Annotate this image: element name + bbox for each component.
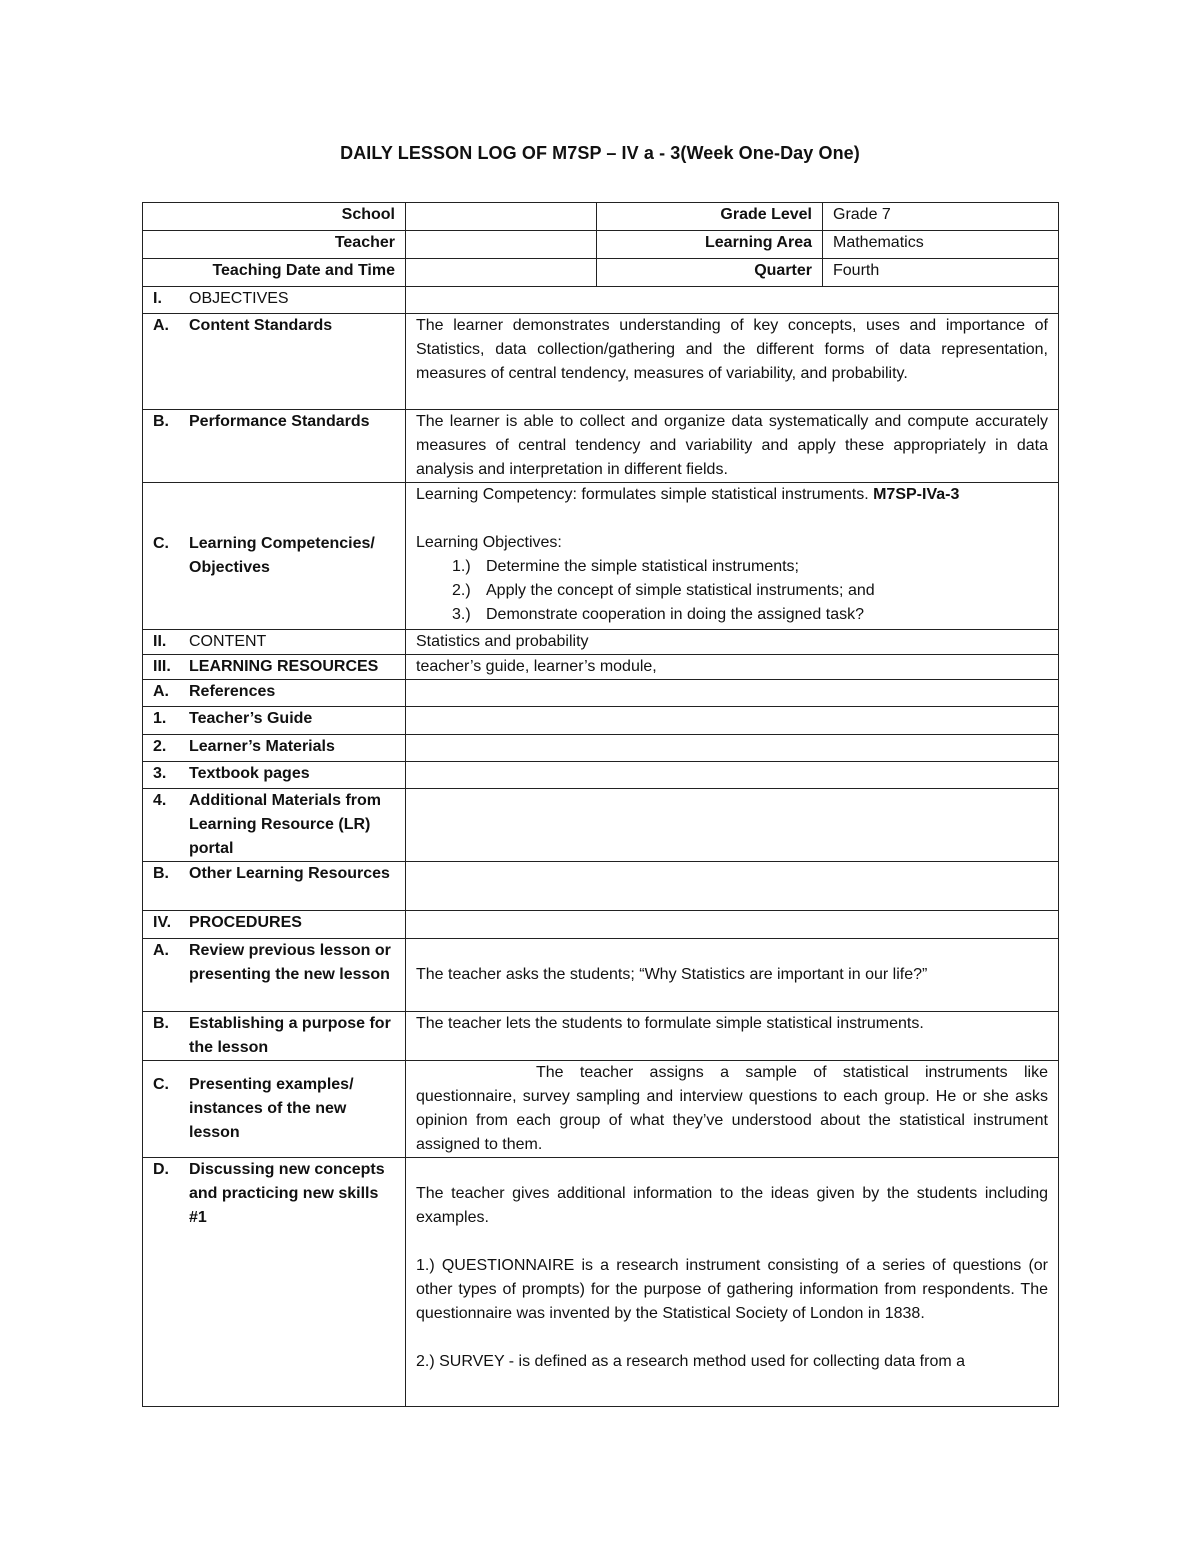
learning-objectives-list xyxy=(416,555,1048,627)
lesson-log-table xyxy=(142,202,1059,1407)
header-row-school xyxy=(143,203,1059,231)
procedure-d-label: Discussing new concepts and practicing new skills #1 xyxy=(189,1161,385,1226)
procedure-d-questionnaire: 1.) QUESTIONNAIRE is a research instrument consisting of a series of questions (or other types of prompts) for the purpose of gathering information from respondents. The questionnaire was invented by the Statistical Society of London in 1838. xyxy=(416,1257,1048,1322)
learning-competency-text: Learning Competency: formulates simple statistical instruments. xyxy=(416,486,869,503)
content-row xyxy=(143,630,1059,655)
grade-level-label: Grade Level xyxy=(597,203,823,231)
content-standards-label: Content Standards xyxy=(189,317,333,334)
learning-area-label: Learning Area xyxy=(597,231,823,259)
competencies-num: C. xyxy=(153,535,169,552)
content-standards-num: A. xyxy=(153,317,169,334)
procedures-label: PROCEDURES xyxy=(189,914,302,931)
references-row xyxy=(143,680,1059,707)
procedure-c-num: C. xyxy=(153,1076,169,1093)
list-item: 1.) Determine the simple statistical instruments; xyxy=(452,558,799,575)
additional-materials-label: Additional Materials from Learning Resource (LR) portal xyxy=(189,792,382,857)
procedure-b-text: The teacher lets the students to formulate simple statistical instruments. xyxy=(406,1012,1059,1061)
procedure-a-label: Review previous lesson or presenting the new lesson xyxy=(189,942,391,983)
teachers-guide-label: Teacher’s Guide xyxy=(189,710,313,727)
procedure-d-survey: 2.) SURVEY - is defined as a research method used for collecting data from a xyxy=(416,1353,966,1370)
header-row-date xyxy=(143,259,1059,287)
teachers-guide-row xyxy=(143,707,1059,735)
procedure-d-intro: The teacher gives additional information to the ideas given by the students including examples. xyxy=(416,1185,1048,1226)
learners-materials-label: Learner’s Materials xyxy=(189,738,335,755)
procedure-b-num: B. xyxy=(153,1015,169,1032)
procedure-a-num: A. xyxy=(153,942,169,959)
teachers-guide-num: 1. xyxy=(153,710,167,727)
references-label: References xyxy=(189,683,276,700)
competency-code: M7SP-IVa-3 xyxy=(873,486,960,503)
learning-resources-label: LEARNING RESOURCES xyxy=(189,658,379,675)
list-item: 3.) Demonstrate cooperation in doing the assigned task? xyxy=(452,606,865,623)
additional-materials-row xyxy=(143,789,1059,862)
references-num: A. xyxy=(153,683,169,700)
list-item: 2.) Apply the concept of simple statistical instruments; and xyxy=(452,582,875,599)
procedure-c-row xyxy=(143,1061,1059,1158)
learning-competency xyxy=(416,483,1048,507)
content-standards-row xyxy=(143,314,1059,410)
performance-standards-row xyxy=(143,410,1059,483)
teaching-date-label: Teaching Date and Time xyxy=(143,259,406,287)
competencies-label: Learning Competencies/ Objectives xyxy=(189,535,375,576)
procedure-a-row xyxy=(143,939,1059,1012)
procedure-b-label: Establishing a purpose for the lesson xyxy=(189,1015,391,1056)
school-value[interactable] xyxy=(406,203,597,231)
quarter-value[interactable]: Fourth xyxy=(823,259,1059,287)
content-value: Statistics and probability xyxy=(406,630,1059,655)
competencies-row xyxy=(143,483,1059,630)
textbook-pages-row xyxy=(143,762,1059,789)
procedure-c-text: The teacher assigns a sample of statistical instruments like questionnaire, survey sampling and interview questions to each group. He or she asks opinion from each group of what they’ve understood about the statistical instrument assigned to them. xyxy=(406,1061,1059,1158)
content-num: II. xyxy=(153,633,167,650)
document-title: DAILY LESSON LOG OF M7SP – IV a - 3(Week One-Day One) xyxy=(340,143,860,163)
learning-resources-num: III. xyxy=(153,658,171,675)
learning-resources-value: teacher’s guide, learner’s module, xyxy=(406,655,1059,680)
procedures-num: IV. xyxy=(153,914,172,931)
learners-materials-num: 2. xyxy=(153,738,167,755)
procedure-a-text: The teacher asks the students; “Why Statistics are important in our life?” xyxy=(406,939,1059,1012)
textbook-pages-num: 3. xyxy=(153,765,167,782)
performance-standards-text: The learner is able to collect and organize data systematically and compute accurately measures of central tendency and variability and apply these appropriately in data analysis and interpretation in different fields. xyxy=(406,410,1059,483)
additional-materials-num: 4. xyxy=(153,792,167,809)
performance-standards-label: Performance Standards xyxy=(189,413,370,430)
objectives-num: I. xyxy=(153,290,162,307)
procedure-c-label: Presenting examples/ instances of the new lesson xyxy=(189,1076,354,1141)
teaching-date-value[interactable] xyxy=(406,259,597,287)
learning-area-value[interactable]: Mathematics xyxy=(823,231,1059,259)
objectives-row xyxy=(143,287,1059,314)
procedure-d-num: D. xyxy=(153,1161,169,1178)
other-resources-num: B. xyxy=(153,865,169,882)
learning-resources-row xyxy=(143,655,1059,680)
school-label: School xyxy=(143,203,406,231)
quarter-label: Quarter xyxy=(597,259,823,287)
performance-standards-num: B. xyxy=(153,413,169,430)
other-resources-label: Other Learning Resources xyxy=(189,865,390,882)
procedure-b-row xyxy=(143,1012,1059,1061)
learners-materials-row xyxy=(143,735,1059,762)
grade-level-value[interactable]: Grade 7 xyxy=(823,203,1059,231)
learning-objectives-heading: Learning Objectives: xyxy=(416,534,562,551)
teacher-label: Teacher xyxy=(143,231,406,259)
teacher-value[interactable] xyxy=(406,231,597,259)
content-label: CONTENT xyxy=(189,633,267,650)
objectives-label: OBJECTIVES xyxy=(189,290,289,307)
header-row-teacher xyxy=(143,231,1059,259)
textbook-pages-label: Textbook pages xyxy=(189,765,310,782)
procedures-row xyxy=(143,911,1059,939)
content-standards-text: The learner demonstrates understanding of key concepts, uses and importance of Statistics, data collection/gathering and the different forms of data representation, measures of central tendency, measures of variability, and probability. xyxy=(406,314,1059,410)
procedure-d-row xyxy=(143,1158,1059,1407)
other-resources-row xyxy=(143,862,1059,911)
